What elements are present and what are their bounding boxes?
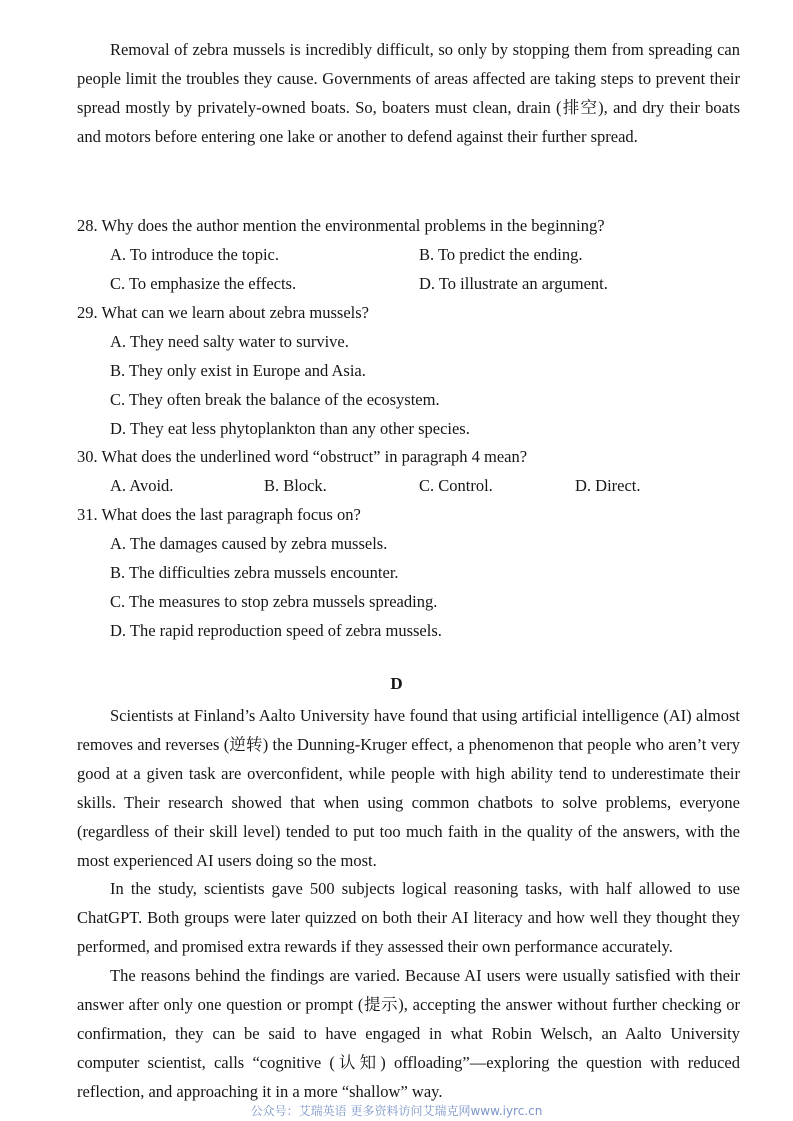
section-d-paragraph-2: In the study, scientists gave 500 subjects logical reasoning tasks, with half allowed to use ChatGPT. Both groups were later quizzed on both their AI literacy and how well they thought they performed, and promised extra rewards if they assessed their own performance accurately.: [77, 879, 740, 956]
question-29-option-a: A. They need salty water to survive.: [110, 332, 349, 351]
question-30-option-b: B. Block.: [264, 476, 327, 495]
passage-c-paragraph: Removal of zebra mussels is incredibly difficult, so only by stopping them from spreading can people limit the troubles they cause. Governments of areas affected are taking steps to prevent their spread mostly by privately-owned boats. So, boaters must clean, drain (排空), and dry their boats and motors before entering one lake or another to defend against their further spread.: [77, 40, 740, 146]
question-30-option-c: C. Control.: [419, 476, 493, 495]
question-28-option-b: B. To predict the ending.: [419, 245, 583, 264]
question-31-option-d: D. The rapid reproduction speed of zebra mussels.: [110, 621, 442, 640]
section-d-paragraph-3: The reasons behind the findings are varied. Because AI users were usually satisfied with their answer after only one question or prompt (提示), accepting the answer without further checking or confirmation, they can be said to have engaged in what Robin Welsch, an Aalto University computer scientist, calls “cognitive (认知) offloading”—exploring the question with reduced reflection, and approaching it in a more “shallow” way.: [77, 966, 740, 1101]
question-29-option-b: B. They only exist in Europe and Asia.: [110, 361, 366, 380]
section-d-paragraph-1: Scientists at Finland’s Aalto University have found that using artificial intelligence (AI) almost removes and reverses (逆转) the Dunning-Kruger effect, a phenomenon that people who aren’t very good at a given task are overconfident, while people with high ability tend to underestimate their skills. Their research showed that when using common chatbots to solve problems, everyone (regardless of their skill level) tended to put too much faith in the quality of the answers, with the most experienced AI users doing so the most.: [77, 706, 740, 870]
question-31-option-a: A. The damages caused by zebra mussels.: [110, 534, 388, 553]
question-30-stem: 30. What does the underlined word “obstruct” in paragraph 4 mean?: [77, 447, 528, 466]
question-29-stem: 29. What can we learn about zebra mussels?: [77, 303, 369, 322]
question-30-option-a: A. Avoid.: [110, 476, 174, 495]
question-31-option-c: C. The measures to stop zebra mussels spreading.: [110, 592, 438, 611]
question-31-option-b: B. The difficulties zebra mussels encounter.: [110, 563, 399, 582]
question-30-option-d: D. Direct.: [575, 476, 641, 495]
question-29-option-c: C. They often break the balance of the ecosystem.: [110, 390, 440, 409]
question-28-option-c: C. To emphasize the effects.: [110, 274, 297, 293]
section-d-heading: D: [390, 674, 403, 693]
question-31-stem: 31. What does the last paragraph focus on?: [77, 505, 361, 524]
question-28-option-a: A. To introduce the topic.: [110, 245, 280, 264]
question-29-option-d: D. They eat less phytoplankton than any other species.: [110, 419, 470, 438]
question-28-option-d: D. To illustrate an argument.: [419, 274, 608, 293]
question-28-stem: 28. Why does the author mention the environmental problems in the beginning?: [77, 216, 605, 235]
footer-watermark: 公众号：艾瑞英语 更多资料访问艾瑞克网www.iyrc.cn: [250, 1104, 543, 1118]
